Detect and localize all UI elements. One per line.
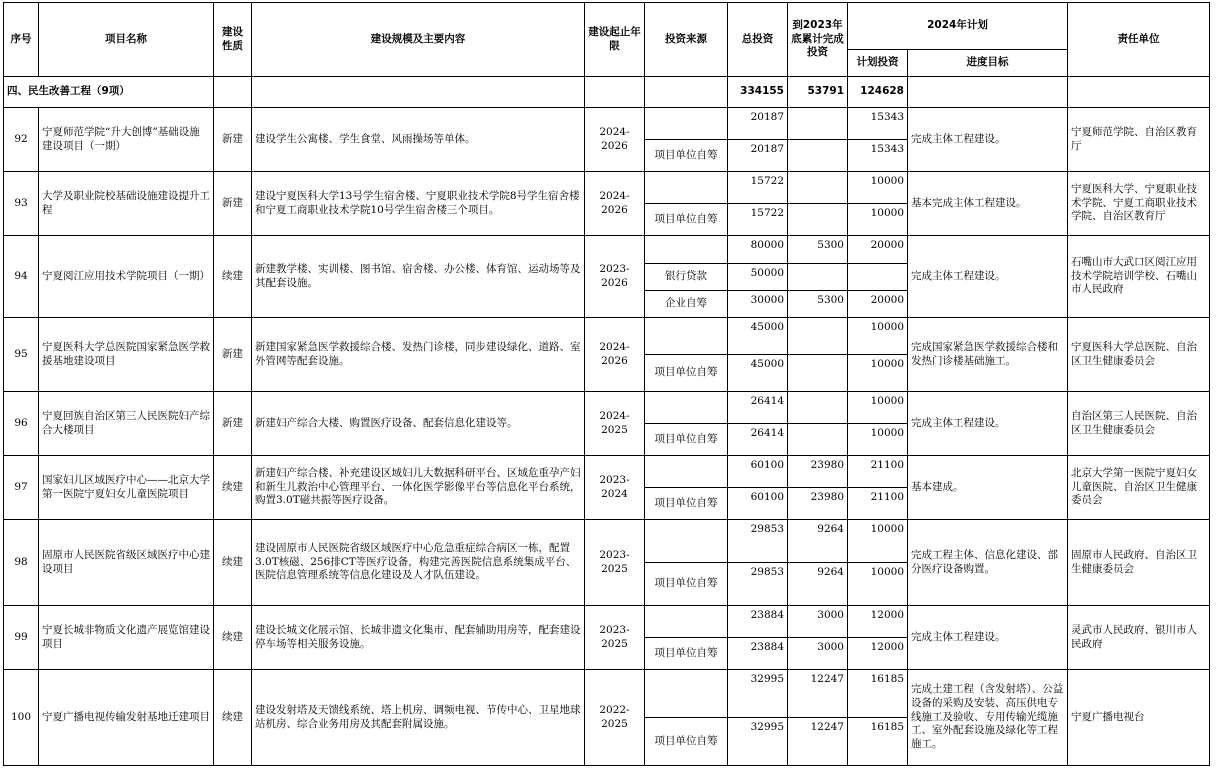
project-name: 宁夏医科大学总医院国家紧急医学救援基地建设项目 <box>39 318 214 392</box>
project-nature: 续建 <box>214 456 252 520</box>
project-period: 2023-2025 <box>585 606 645 670</box>
project-name: 固原市人民医院省级区域医疗中心建设项目 <box>39 520 214 606</box>
project-name: 宁夏阅江应用技术学院项目（一期） <box>39 236 214 318</box>
funding-source <box>645 108 728 140</box>
project-name: 宁夏长城非物质文化遗产展览馆建设项目 <box>39 606 214 670</box>
funding-source: 项目单位自筹 <box>645 563 728 606</box>
table-row <box>4 172 1210 204</box>
header-progress: 进度目标 <box>908 50 1068 77</box>
funding-source: 项目单位自筹 <box>645 355 728 392</box>
cumulative-investment <box>788 108 848 140</box>
total-investment: 15722 <box>728 204 788 236</box>
total-investment: 60100 <box>728 456 788 488</box>
progress-target: 完成主体工程建设。 <box>908 236 1068 318</box>
cumulative-investment <box>788 204 848 236</box>
header-total: 总投资 <box>728 3 788 77</box>
cumulative-investment <box>788 392 848 424</box>
total-investment: 45000 <box>728 355 788 392</box>
header-unit: 责任单位 <box>1068 3 1210 77</box>
section-row <box>4 77 1210 108</box>
table-row <box>4 108 1210 140</box>
project-nature: 新建 <box>214 318 252 392</box>
cumulative-investment: 9264 <box>788 563 848 606</box>
project-name: 大学及职业院校基础设施建设提升工程 <box>39 172 214 236</box>
plan-investment: 21100 <box>848 456 908 488</box>
project-seq: 92 <box>4 108 39 172</box>
investment-table <box>3 2 1210 766</box>
project-period: 2024-2026 <box>585 318 645 392</box>
header-plan-invest: 计划投资 <box>848 50 908 77</box>
table-row <box>4 456 1210 488</box>
table-row <box>4 520 1210 563</box>
cumulative-investment: 23980 <box>788 456 848 488</box>
project-seq: 99 <box>4 606 39 670</box>
project-period: 2022-2025 <box>585 670 645 766</box>
project-scope: 建设固原市人民医院省级区域医疗中心危急重症综合病区一栋，配置3.0T核磁、256排CT等医疗设备，构建完善医院信息系统集成平台、医院信息管理系统等信息化建设及人才队伍建设。 <box>252 520 585 606</box>
table-row <box>4 236 1210 264</box>
total-investment: 32995 <box>728 670 788 718</box>
plan-investment: 20000 <box>848 236 908 264</box>
progress-target: 完成主体工程建设。 <box>908 108 1068 172</box>
responsible-unit: 固原市人民政府、自治区卫生健康委员会 <box>1068 520 1210 606</box>
project-seq: 97 <box>4 456 39 520</box>
table-row <box>4 392 1210 424</box>
plan-investment: 15343 <box>848 108 908 140</box>
plan-investment <box>848 264 908 291</box>
cumulative-investment <box>788 172 848 204</box>
responsible-unit: 灵武市人民政府、银川市人民政府 <box>1068 606 1210 670</box>
plan-investment: 20000 <box>848 291 908 318</box>
plan-investment: 10000 <box>848 318 908 355</box>
responsible-unit: 自治区第三人民医院、自治区卫生健康委员会 <box>1068 392 1210 456</box>
funding-source <box>645 318 728 355</box>
plan-investment: 10000 <box>848 424 908 456</box>
project-period: 2024-2026 <box>585 172 645 236</box>
project-name: 宁夏回族自治区第三人民医院妇产综合大楼项目 <box>39 392 214 456</box>
section-plan: 124628 <box>848 77 908 108</box>
project-nature: 续建 <box>214 670 252 766</box>
project-period: 2023-2025 <box>585 520 645 606</box>
total-investment: 23884 <box>728 638 788 670</box>
plan-investment: 10000 <box>848 563 908 606</box>
cumulative-investment: 3000 <box>788 606 848 638</box>
cumulative-investment: 5300 <box>788 236 848 264</box>
funding-source <box>645 392 728 424</box>
progress-target: 完成主体工程建设。 <box>908 392 1068 456</box>
funding-source <box>645 456 728 488</box>
project-period: 2024-2025 <box>585 392 645 456</box>
funding-source <box>645 606 728 638</box>
cumulative-investment: 12247 <box>788 670 848 718</box>
header-name: 项目名称 <box>39 3 214 77</box>
cumulative-investment <box>788 318 848 355</box>
project-scope: 新建妇产综合大楼、购置医疗设备、配套信息化建设等。 <box>252 392 585 456</box>
total-investment: 50000 <box>728 264 788 291</box>
plan-investment: 12000 <box>848 638 908 670</box>
project-seq: 96 <box>4 392 39 456</box>
project-scope: 建设宁夏医科大学13号学生宿舍楼、宁夏职业技术学院8号学生宿舍楼和宁夏工商职业技术学院10号学生宿舍楼三个项目。 <box>252 172 585 236</box>
project-seq: 94 <box>4 236 39 318</box>
responsible-unit: 宁夏医科大学总医院、自治区卫生健康委员会 <box>1068 318 1210 392</box>
project-seq: 100 <box>4 670 39 766</box>
project-period: 2023-2024 <box>585 456 645 520</box>
total-investment: 80000 <box>728 236 788 264</box>
responsible-unit: 北京大学第一医院宁夏妇女儿童医院、自治区卫生健康委员会 <box>1068 456 1210 520</box>
project-nature: 新建 <box>214 108 252 172</box>
plan-investment: 12000 <box>848 606 908 638</box>
funding-source <box>645 670 728 718</box>
funding-source: 项目单位自筹 <box>645 488 728 520</box>
progress-target: 完成工程主体、信息化建设、部分医疗设备购置。 <box>908 520 1068 606</box>
project-scope: 建设学生公寓楼、学生食堂、风雨操场等单体。 <box>252 108 585 172</box>
section-title: 四、民生改善工程（9项） <box>4 77 214 108</box>
plan-investment: 10000 <box>848 172 908 204</box>
project-seq: 98 <box>4 520 39 606</box>
total-investment: 30000 <box>728 291 788 318</box>
header-cumulative: 到2023年底累计完成投资 <box>788 3 848 77</box>
funding-source: 项目单位自筹 <box>645 638 728 670</box>
table-row <box>4 670 1210 718</box>
total-investment: 20187 <box>728 140 788 172</box>
total-investment: 15722 <box>728 172 788 204</box>
funding-source <box>645 236 728 264</box>
total-investment: 60100 <box>728 488 788 520</box>
plan-investment: 10000 <box>848 204 908 236</box>
project-seq: 95 <box>4 318 39 392</box>
plan-investment: 16185 <box>848 718 908 766</box>
project-period: 2024-2026 <box>585 108 645 172</box>
section-cumulative: 53791 <box>788 77 848 108</box>
total-investment: 23884 <box>728 606 788 638</box>
project-scope: 新建妇产综合楼、补充建设区域妇儿大数据科研平台、区域危重孕产妇和新生儿救治中心管理平台、一体化医学影像平台等信息化平台系统，购置3.0T磁共振等医疗设备。 <box>252 456 585 520</box>
total-investment: 26414 <box>728 424 788 456</box>
header-scope: 建设规模及主要内容 <box>252 3 585 77</box>
project-nature: 续建 <box>214 236 252 318</box>
total-investment: 29853 <box>728 520 788 563</box>
cumulative-investment: 5300 <box>788 291 848 318</box>
plan-investment: 10000 <box>848 355 908 392</box>
total-investment: 26414 <box>728 392 788 424</box>
project-period: 2023-2026 <box>585 236 645 318</box>
progress-target: 完成主体工程建设。 <box>908 606 1068 670</box>
header-period: 建设起止年限 <box>585 3 645 77</box>
funding-source: 项目单位自筹 <box>645 718 728 766</box>
plan-investment: 16185 <box>848 670 908 718</box>
project-scope: 新建教学楼、实训楼、图书馆、宿舍楼、办公楼、体育馆、运动场等及其配套设施。 <box>252 236 585 318</box>
funding-source: 项目单位自筹 <box>645 424 728 456</box>
plan-investment: 10000 <box>848 392 908 424</box>
plan-investment: 10000 <box>848 520 908 563</box>
cumulative-investment <box>788 140 848 172</box>
cumulative-investment <box>788 355 848 392</box>
project-nature: 新建 <box>214 392 252 456</box>
total-investment: 45000 <box>728 318 788 355</box>
table-row <box>4 606 1210 638</box>
cumulative-investment: 12247 <box>788 718 848 766</box>
total-investment: 32995 <box>728 718 788 766</box>
project-name: 宁夏广播电视传输发射基地迁建项目 <box>39 670 214 766</box>
funding-source: 项目单位自筹 <box>645 140 728 172</box>
responsible-unit: 宁夏师范学院、自治区教育厅 <box>1068 108 1210 172</box>
section-total: 334155 <box>728 77 788 108</box>
cumulative-investment: 3000 <box>788 638 848 670</box>
progress-target: 完成土建工程（含发射塔）、公益设备的采购及安装、高压供电专线施工及验收、专用传输光缆施工、室外配套设施及绿化等工程施工。 <box>908 670 1068 766</box>
cumulative-investment <box>788 424 848 456</box>
responsible-unit: 石嘴山市大武口区阅江应用技术学院培训学校、石嘴山市人民政府 <box>1068 236 1210 318</box>
project-scope: 新建国家紧急医学救援综合楼、发热门诊楼，同步建设绿化、道路、室外管网等配套设施。 <box>252 318 585 392</box>
project-seq: 93 <box>4 172 39 236</box>
project-nature: 新建 <box>214 172 252 236</box>
header-seq: 序号 <box>4 3 39 77</box>
header-source: 投资来源 <box>645 3 728 77</box>
funding-source <box>645 520 728 563</box>
project-name: 国家妇儿区域医疗中心——北京大学第一医院宁夏妇女儿童医院项目 <box>39 456 214 520</box>
project-nature: 续建 <box>214 606 252 670</box>
cumulative-investment <box>788 264 848 291</box>
funding-source: 企业自筹 <box>645 291 728 318</box>
plan-investment: 15343 <box>848 140 908 172</box>
table-row <box>4 318 1210 355</box>
project-nature: 续建 <box>214 520 252 606</box>
cumulative-investment: 9264 <box>788 520 848 563</box>
funding-source: 银行贷款 <box>645 264 728 291</box>
project-name: 宁夏师范学院“升大创博”基础设施建设项目（一期） <box>39 108 214 172</box>
progress-target: 完成国家紧急医学救援综合楼和发热门诊楼基础施工。 <box>908 318 1068 392</box>
progress-target: 基本完成主体工程建设。 <box>908 172 1068 236</box>
progress-target: 基本建成。 <box>908 456 1068 520</box>
plan-investment: 21100 <box>848 488 908 520</box>
funding-source: 项目单位自筹 <box>645 204 728 236</box>
funding-source <box>645 172 728 204</box>
responsible-unit: 宁夏广播电视台 <box>1068 670 1210 766</box>
project-scope: 建设长城文化展示馆、长城非遗文化集市、配套辅助用房等，配套建设停车场等相关服务设施。 <box>252 606 585 670</box>
header-nature: 建设性质 <box>214 3 252 77</box>
cumulative-investment: 23980 <box>788 488 848 520</box>
project-scope: 建设发射塔及天馈线系统、塔上机房、调频电视、节传中心、卫星地球站机房、综合业务用房及其配套附属设施。 <box>252 670 585 766</box>
total-investment: 29853 <box>728 563 788 606</box>
responsible-unit: 宁夏医科大学、宁夏职业技术学院、宁夏工商职业技术学院、自治区教育厅 <box>1068 172 1210 236</box>
total-investment: 20187 <box>728 108 788 140</box>
header-plan-group: 2024年计划 <box>848 3 1068 50</box>
